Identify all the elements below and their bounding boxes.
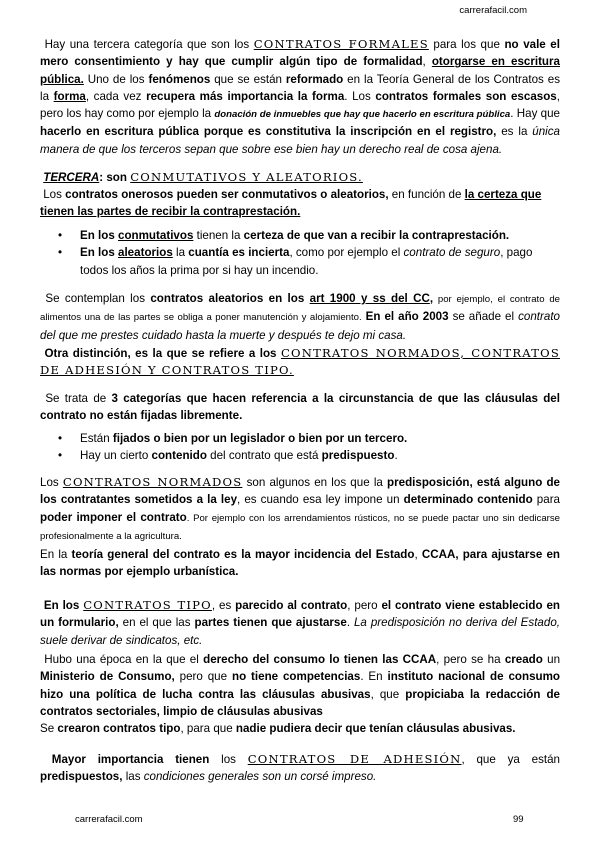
page-number: 99 bbox=[513, 814, 524, 825]
paragraph-contratos-formales: Hay una tercera categoría que son los CONTRATOS FORMALES para los que no vale el mero consentimiento y hay que cumplir algún tipo de formalidad, otorgarse en escritura pública. Uno de los fenómenos que se están reformado en la Teoría General de los Contratos es la forma, cada vez recupera más importancia la forma. Los contratos formales son escasos, pero los hay como por ejemplo la donación de inmuebles que hay que hacerlo en escritura pública. Hay que hacerlo en escritura pública porque es constitutiva la inscripción en el registro, es la única manera de que los terceros sepan que sobre ese bien hay un derecho real de cosa ajena. bbox=[40, 37, 561, 156]
heading-conmutativos-aleatorios: TERCERA: son CONMUTATIVOS Y ALEATORIOS. bbox=[43, 170, 363, 184]
paragraph-onerosos: Los contratos onerosos pueden ser conmutativos o aleatorios, en función de la certeza que tienen las partes de recibir la contraprestación. bbox=[40, 188, 542, 219]
paragraph-derecho-consumo: Hubo una época en la que el derecho del consumo lo tienen las CCAA, pero se ha creado un Ministerio de Consumo, pero que no tiene competencias. En instituto nacional de consumo hizo una política de lucha contra las cláusulas abusivas, que propiciaba la redacción de contratos sectoriales, limpio de cláusulas abusivas bbox=[40, 653, 561, 718]
paragraph-contratos-tipo: En los CONTRATOS TIPO, es parecido al contrato, pero el contrato viene establecido en un formulario, en el que las partes tienen que ajustarse. La predisposición no deriva del Estado, suele derivar de sindicatos, etc. bbox=[40, 598, 560, 647]
header-site: carrerafacil.com bbox=[459, 5, 527, 16]
list-conmutativos-aleatorios bbox=[40, 227, 560, 279]
footer-site: carrerafacil.com bbox=[75, 814, 143, 825]
list-fijados-contenido bbox=[40, 430, 560, 465]
list-item: • Hay un cierto contenido del contrato que está predispuesto. bbox=[40, 447, 560, 464]
paragraph-crearon-contratos-tipo: Se crearon contratos tipo, para que nadie pudiera decir que tenían cláusulas abusivas. bbox=[40, 722, 516, 735]
paragraph-contratos-normados: Los CONTRATOS NORMADOS son algunos en los que la predisposición, está alguno de los contratantes sometidos a la ley, es cuando esa ley impone un determinado contenido para poder imponer el contrato. Por ejemplo con los arrendamientos rústicos, no se puede pactar uno sin dedicarse profesionalmente a la agricultura. bbox=[40, 475, 561, 542]
paragraph-incidencia-estado: En la teoría general del contrato es la mayor incidencia del Estado, CCAA, para ajustarse en las normas por ejemplo urbanística. bbox=[40, 548, 560, 579]
paragraph-contratos-adhesion: Mayor importancia tienen los CONTRATOS DE ADHESIÓN, que ya están predispuestos, las condiciones generales son un corsé impreso. bbox=[40, 752, 560, 784]
list-item: • Están fijados o bien por un legislador o bien por un tercero. bbox=[40, 430, 560, 447]
list-item: • En los conmutativos tienen la certeza de que van a recibir la contraprestación. bbox=[40, 227, 560, 244]
paragraph-tres-categorias: Se trata de 3 categorías que hacen referencia a la circunstancia de que las cláusulas del contrato no están fijadas libremente. bbox=[40, 392, 560, 423]
paragraph-otra-distincion: Otra distinción, es la que se refiere a los CONTRATOS NORMADOS, CONTRATOS DE ADHESIÓN Y CONTRATOS TIPO. bbox=[40, 346, 560, 378]
list-item: • En los aleatorios la cuantía es incierta, como por ejemplo el contrato de seguro, pago todos los años la prima por si hay un incendio. bbox=[40, 244, 560, 279]
paragraph-aleatorios-cc: Se contemplan los contratos aleatorios en los art 1900 y ss del CC, por ejemplo, el contrato de alimentos una de las partes se obliga a poner manutención y alojamiento. En el año 2003 se añade el contrato del que me prestes cuidado hasta la muerte y después te dejo mi casa. bbox=[40, 292, 560, 342]
